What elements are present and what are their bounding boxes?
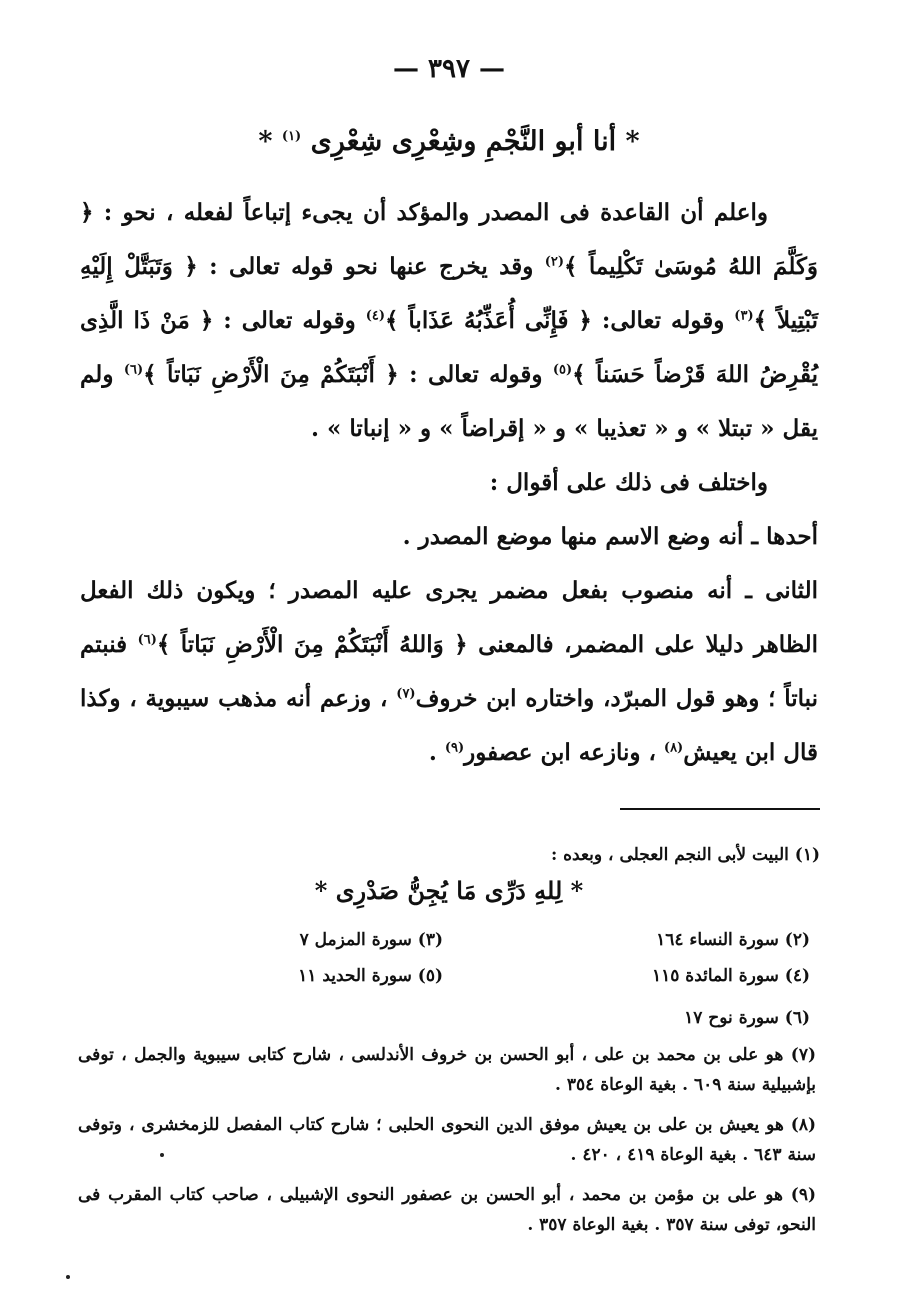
footnote-9: (٩) هو على بن مؤمن بن محمد ، أبو الحسن بن عصفور النحوى الإشبيلى ، صاحب كتاب المقرب فى النحو، توفى سنة ٣٥٧ . بغية الوعاة ٣٥٧ .: [78, 1185, 816, 1235]
text-run: الثانى ـ أنه منصوب بفعل مضمر يجرى عليه المصدر ؛ ويكون ذلك الفعل الظاهر دليلا على المضمر، فالمعنى ﴿ وَاللهُ أَنْبَتَكُمْ مِنَ الْأَرْضِ نَبَاتاً ﴾: [80, 577, 818, 658]
text-run: وقوله تعالى: ﴿ فَإِنِّى أُعَذِّبُهُ عَذَاباً ﴾: [384, 307, 735, 334]
page-number: — ٣٩٧ —: [392, 54, 506, 84]
footnote-ref-3: (٣): [734, 308, 754, 324]
text-run: وقد يخرج عنها نحو قوله تعالى : ﴿ وَتَبَتَّلْ إِلَيْهِ تَبْتِيلاً ﴾: [80, 253, 818, 334]
ink-speck: [66, 1275, 70, 1279]
text-run: ، ونازعه ابن عصفور: [464, 739, 664, 766]
footnote-ref-9: (٩): [444, 740, 465, 756]
footnote-ref-2: (٢): [544, 254, 564, 270]
footnote-4: (٤) سورة المائدة ١١٥: [651, 966, 810, 986]
verse-text: * أنا أبو النَّجْمِ وشِعْرِى شِعْرِى: [310, 126, 640, 157]
paragraph-2: واختلف فى ذلك على أقوال :: [489, 469, 768, 496]
footnote-ref-8: (٨): [663, 740, 684, 756]
paragraph-4: [80, 564, 818, 780]
paragraph-1: [80, 186, 818, 456]
text-run: فنبتم نباتاً ؛ وهو قول المبرّد، واختاره ابن خروف: [80, 631, 818, 712]
footnote-divider: [620, 808, 820, 810]
footnote-8: (٨) هو يعيش بن على بن يعيش موفق الدين النحوى الحلبى ؛ شارح كتاب المفصل للزمخشرى ، وتوفى سنة ٦٤٣ . بغية الوعاة ٤١٩ ، ٤٢٠ .: [78, 1115, 816, 1165]
footnote-ref-6: (٦): [123, 362, 144, 378]
footnote-ref-1: (١): [281, 129, 302, 144]
text-run: واعلم أن القاعدة فى المصدر والمؤكد أن يجىء إتباعاً لفعله ، نحو : ﴿ وَكَلَّمَ اللهُ مُوسَىٰ تَكْلِيماً ﴾: [80, 199, 819, 280]
text-run: وقوله تعالى : ﴿ مَنْ ذَا الَّذِى يُقْرِضُ اللهَ قَرْضاً حَسَناً ﴾: [80, 307, 818, 388]
footnote-1: (١) البيت لأبى النجم العجلى ، وبعده :: [550, 845, 820, 865]
footnote-3: (٣) سورة المزمل ٧: [299, 930, 443, 950]
footnote-ref-4: (٤): [365, 308, 385, 324]
ink-speck: [160, 1153, 164, 1157]
text-run: ولم يقل « تبتلا » و « تعذيبا » و « إقراضاً » و « إنباتا » .: [80, 361, 818, 442]
main-text: [80, 186, 818, 780]
footnote-2: (٢) سورة النساء ١٦٤: [656, 930, 810, 950]
paragraph-3: أحدها ـ أنه وضع الاسم منها موضع المصدر .: [402, 523, 818, 550]
text-run: وقوله تعالى : ﴿ أَنْبَتَكُمْ مِنَ الْأَرْضِ نَبَاتاً ﴾: [143, 361, 553, 388]
text-run: ، وزعم أنه مذهب سيبوية ، وكذا قال ابن يعيش: [80, 685, 818, 766]
footnote-6: (٦) سورة نوح ١٧: [684, 1008, 810, 1028]
verse-line: [0, 126, 898, 157]
verse-star: *: [258, 126, 273, 157]
footnote-7: (٧) هو على بن محمد بن على ، أبو الحسن بن خروف الأندلسى ، شارح كتابى سيبوية والجمل ، توفى بإشبيلية سنة ٦٠٩ . بغية الوعاة ٣٥٤ .: [78, 1045, 816, 1095]
text-run: .: [428, 739, 445, 766]
footnote-5: (٥) سورة الحديد ١١: [298, 966, 443, 986]
footnote-ref-6b: (٦): [137, 632, 157, 648]
footnote-ref-5: (٥): [552, 362, 573, 378]
footnote-ref-7: (٧): [396, 686, 416, 702]
footnote-1-verse: * لِلهِ دَرِّى مَا يُجِنُّ صَدْرِى *: [314, 876, 584, 905]
